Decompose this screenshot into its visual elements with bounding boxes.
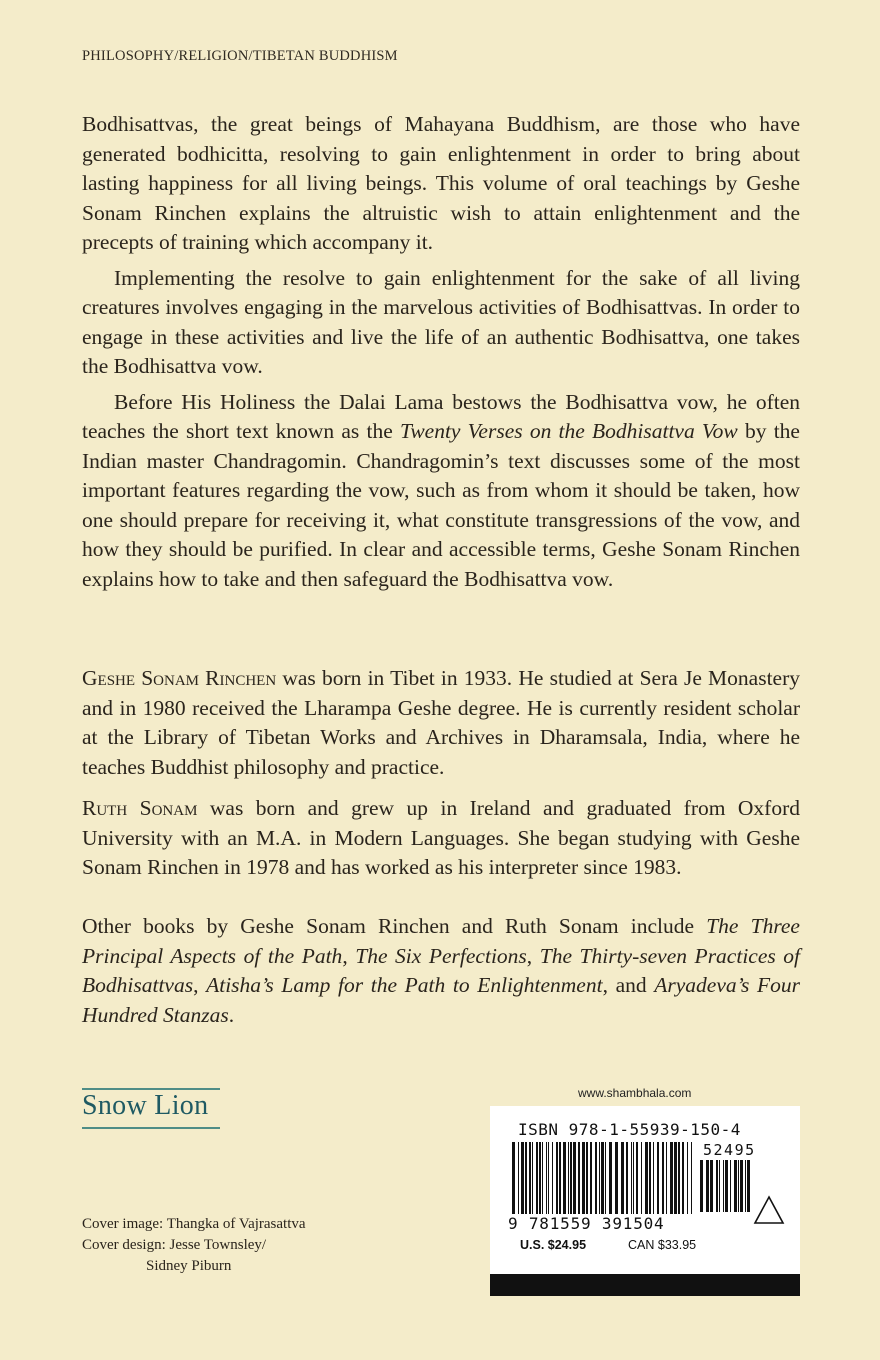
barcode-bar (570, 1142, 572, 1214)
twenty-verses-title: Twenty Verses on the Bodhisattva Vow (399, 419, 738, 443)
barcode-bar (747, 1160, 750, 1212)
addon-code: 52495 (703, 1141, 756, 1159)
barcode-bar (536, 1142, 538, 1214)
barcode-bar (657, 1142, 659, 1214)
ean-digits: 9 781559 391504 (508, 1214, 665, 1233)
barcode-bar (532, 1142, 533, 1214)
barcode-bar (730, 1160, 731, 1212)
barcode-bar (548, 1142, 549, 1214)
price-us: U.S. $24.95 (520, 1238, 587, 1252)
barcode-bar (653, 1142, 654, 1214)
barcode-bar (641, 1142, 642, 1214)
barcode-bar (525, 1142, 527, 1214)
barcode-bar (586, 1142, 588, 1214)
barcode-bar (666, 1142, 667, 1214)
barcode-bar (590, 1142, 592, 1214)
other-books-paragraph (82, 912, 800, 1030)
barcode-bar (687, 1142, 688, 1214)
barcode-bar (518, 1142, 519, 1214)
cover-design-credit-cont: Sidney Piburn (146, 1258, 232, 1274)
barcode-bar (559, 1142, 561, 1214)
barcode-bar (723, 1160, 724, 1212)
book-title-aryadeva: Aryadeva’s Four Hundred Stanzas (82, 973, 801, 1027)
barcode-black-strip (490, 1274, 800, 1296)
barcode-bar (682, 1142, 684, 1214)
bio-ruth-sonam (82, 794, 800, 883)
barcode-bar (563, 1142, 566, 1214)
barcode-bar (521, 1142, 524, 1214)
barcode-bar (539, 1142, 541, 1214)
barcode-bar (605, 1142, 606, 1214)
author-bios (82, 664, 800, 895)
publisher-bottom-rule (82, 1127, 220, 1129)
book-separator: , (526, 943, 540, 968)
barcode-bar (734, 1160, 737, 1212)
barcode-bar (529, 1142, 531, 1214)
barcode-bar (706, 1160, 709, 1212)
book-title-atisha-lamp: Atisha’s Lamp for the Path to Enlightenment (206, 973, 603, 997)
barcode-bar (710, 1160, 713, 1212)
book-separator: , (342, 943, 356, 968)
barcode-bar (573, 1142, 576, 1214)
barcode-bar (609, 1142, 612, 1214)
ean-barcode (512, 1142, 694, 1214)
barcode-bar (745, 1160, 746, 1212)
barcode-bar (649, 1142, 651, 1214)
barcode-bar (621, 1142, 624, 1214)
barcode-bar (633, 1142, 634, 1214)
author-name-geshe: Geshe Sonam Rinchen (82, 666, 277, 690)
barcode-bar (740, 1160, 743, 1212)
addon-barcode (700, 1160, 752, 1212)
description-p3-end: by the Indian master Chandragomin. Chandragomin’s text discusses some of the most important features regarding the vow, such as from whom it should be taken, how one should prepare for receiving it, what constitute transgressions of the vow, and how they should be purified. In clear and accessible terms, Geshe Sonam Rinchen explains how to take and then safeguard the Bodhisattva vow. (82, 419, 800, 591)
barcode-bar (582, 1142, 585, 1214)
description-paragraph-3 (82, 388, 800, 595)
barcode-bar (700, 1160, 703, 1212)
book-description (82, 110, 800, 600)
description-p3-start: Before His Holiness the Dalai Lama bestows the Bodhisattva vow, he often teaches the short text known as the (82, 389, 800, 443)
triangle-icon (752, 1194, 786, 1226)
barcode-bar (725, 1160, 728, 1212)
description-paragraph-1: Bodhisattvas, the great beings of Mahayana Buddhism, are those who have generated bodhicitta, resolving to gain enlightenment in order to bring about lasting happiness for all living beings. This volume of oral teachings by Geshe Sonam Rinchen explains the altruistic wish to attain enlightenment and the precepts of training which accompany it. (82, 112, 800, 254)
barcode-bar (556, 1142, 558, 1214)
publisher-logo: Snow Lion (82, 1090, 209, 1121)
bio-geshe-sonam-rinchen (82, 664, 800, 782)
barcode-box (490, 1106, 800, 1296)
barcode-bar (670, 1142, 673, 1214)
book-title-thirty-seven: The Thirty-seven Practices of Bodhisattvas (82, 943, 801, 997)
barcode-bar (512, 1142, 515, 1214)
description-paragraph-2: Implementing the resolve to gain enlightenment for the sake of all living creatures involves engaging in the marvelous activities of Bodhisattvas. In order to engage in these activities and live the life of an authentic Bodhisattva, one takes the Bodhisattva vow. (82, 265, 800, 378)
barcode-bar (599, 1142, 600, 1214)
book-title-six-perfections: The Six Perfections (355, 943, 527, 968)
barcode-bar (626, 1142, 628, 1214)
barcode-bar (546, 1142, 547, 1214)
barcode-bar (678, 1142, 680, 1214)
barcode-bar (662, 1142, 664, 1214)
barcode-bar (716, 1160, 718, 1212)
cover-image-credit: Cover image: Thangka of Vajrasattva (82, 1216, 306, 1232)
book-list-end: . (228, 1002, 235, 1027)
barcode-bar (578, 1142, 580, 1214)
price-can: CAN $33.95 (628, 1238, 697, 1252)
barcode-bar (542, 1142, 543, 1214)
cover-design-credit: Cover design: Jesse Townsley/ (82, 1237, 267, 1253)
isbn-text: ISBN 978-1-55939-150-4 (518, 1120, 741, 1139)
bio-ruth-text: was born and grew up in Ireland and graduated from Oxford University with an M.A. in Modern Languages. She began studying with Geshe Sonam Rinchen in 1978 and has worked as his interpreter since 1983. (82, 796, 800, 879)
author-name-ruth: Ruth Sonam (82, 796, 198, 820)
publisher-website: www.shambhala.com (578, 1086, 692, 1100)
cover-credits (82, 1214, 306, 1277)
barcode-bar (636, 1142, 638, 1214)
other-books-intro: Other books by Geshe Sonam Rinchen and Ruth Sonam include (82, 914, 707, 938)
barcode-bar (674, 1142, 677, 1214)
barcode-bar (631, 1142, 632, 1214)
bio-geshe-text: was born in Tibet in 1933. He studied at Sera Je Monastery and in 1980 received the Lharampa Geshe degree. He is currently resident scholar at the Library of Tibetan Works and Archives in Dharamsala, India, where he teaches Buddhist philosophy and practice. (82, 666, 800, 779)
barcode-bar (719, 1160, 720, 1212)
barcode-bar (645, 1142, 648, 1214)
barcode-bar (601, 1142, 604, 1214)
book-separator: , (193, 973, 207, 997)
book-separator: , and (602, 973, 655, 997)
other-books (82, 912, 800, 1030)
barcode-bar (595, 1142, 597, 1214)
category-label: PHILOSOPHY/RELIGION/TIBETAN BUDDHISM (82, 48, 398, 64)
barcode-bar (691, 1142, 692, 1214)
barcode-bar (568, 1142, 569, 1214)
barcode-bar (738, 1160, 739, 1212)
barcode-bar (615, 1142, 618, 1214)
book-title-three-principal: The Three Principal Aspects of the Path (82, 914, 800, 968)
barcode-bar (552, 1142, 553, 1214)
